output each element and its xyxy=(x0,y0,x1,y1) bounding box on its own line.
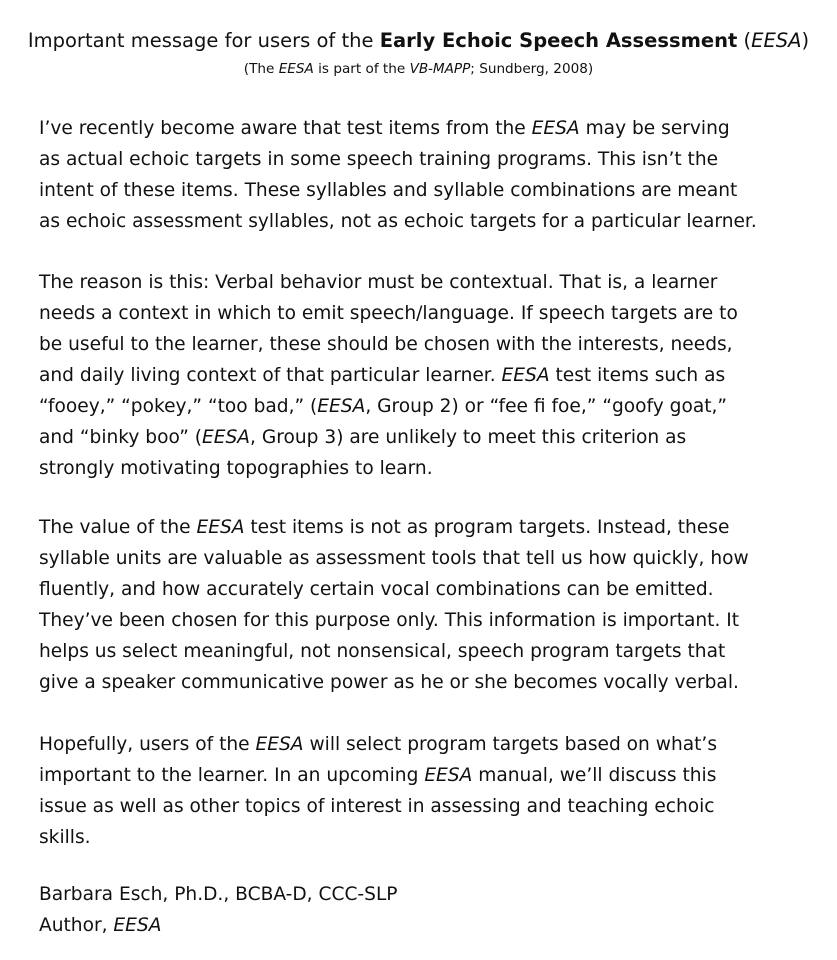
paragraph-line xyxy=(39,760,829,791)
eesa-italic: EESA xyxy=(113,915,162,936)
text-run: Author, xyxy=(39,915,114,936)
paragraph-line: be useful to the learner, these should be chosen with the interests, needs, xyxy=(39,334,733,355)
paragraph-line xyxy=(39,391,829,422)
text-run: important to the learner. In an upcoming xyxy=(39,765,425,786)
signature-name: Barbara Esch, Ph.D., BCBA-D, CCC-SLP xyxy=(39,884,398,905)
text-run: Hopefully, users of the xyxy=(39,734,256,755)
paragraph-4 xyxy=(39,729,829,853)
eesa-italic: EESA xyxy=(531,118,580,139)
paragraph-line xyxy=(39,422,829,453)
title-abbreviation: EESA xyxy=(751,29,802,52)
paragraph-line: The reason is this: Verbal behavior must be contextual. That is, a learner xyxy=(39,272,718,293)
title-assessment-name: Early Echoic Speech Assessment xyxy=(379,29,738,52)
text-run: may be serving xyxy=(579,118,730,139)
eesa-italic: EESA xyxy=(317,396,366,417)
text-run: and “binky boo” ( xyxy=(39,427,202,448)
text-run: I’ve recently become aware that test items from the xyxy=(39,118,532,139)
paragraph-line: helps us select meaningful, not nonsensical, speech program targets that xyxy=(39,641,726,662)
paragraph-line xyxy=(39,113,829,144)
eesa-italic: EESA xyxy=(424,765,473,786)
paragraph-2 xyxy=(39,267,829,484)
eesa-italic: EESA xyxy=(202,427,251,448)
text-run: , Group 3) are unlikely to meet this criterion as xyxy=(250,427,687,448)
eesa-italic: EESA xyxy=(255,734,304,755)
text-run: test items such as xyxy=(549,365,726,386)
title-open-paren: ( xyxy=(737,29,752,52)
subtitle-vbmapp: VB-MAPP xyxy=(409,61,471,77)
title-prefix: Important message for users of the xyxy=(27,29,380,52)
text-run: and daily living context of that particular learner. xyxy=(39,365,502,386)
text-run: The value of the xyxy=(39,517,197,538)
document-subtitle xyxy=(0,60,837,78)
paragraph-line: skills. xyxy=(39,827,91,848)
eesa-italic: EESA xyxy=(196,517,245,538)
eesa-italic: EESA xyxy=(501,365,550,386)
paragraph-line: issue as well as other topics of interest in assessing and teaching echoic xyxy=(39,796,715,817)
subtitle-middle: is part of the xyxy=(313,61,410,77)
text-run: test items is not as program targets. Instead, these xyxy=(244,517,730,538)
text-run: manual, we’ll discuss this xyxy=(472,765,717,786)
text-run: , Group 2) or “fee fi foe,” “goofy goat,” xyxy=(365,396,728,417)
paragraph-line xyxy=(39,360,829,391)
paragraph-line: syllable units are valuable as assessment tools that tell us how quickly, how xyxy=(39,548,749,569)
paragraph-line: fluently, and how accurately certain vocal combinations can be emitted. xyxy=(39,579,714,600)
signature-block xyxy=(39,879,829,941)
document-title xyxy=(0,28,837,54)
paragraph-line: intent of these items. These syllables and syllable combinations are meant xyxy=(39,180,738,201)
subtitle-prefix: (The xyxy=(243,61,279,77)
paragraph-line: as echoic assessment syllables, not as echoic targets for a particular learner. xyxy=(39,211,757,232)
paragraph-line: They’ve been chosen for this purpose only. This information is important. It xyxy=(39,610,740,631)
paragraph-3 xyxy=(39,512,829,698)
paragraph-line xyxy=(39,512,829,543)
paragraph-line: strongly motivating topographies to learn. xyxy=(39,458,433,479)
subtitle-eesa: EESA xyxy=(278,61,314,77)
paragraph-line: give a speaker communicative power as he or she becomes vocally verbal. xyxy=(39,672,739,693)
text-run: will select program targets based on what’s xyxy=(303,734,718,755)
signature-role xyxy=(39,910,829,941)
title-close-paren: ) xyxy=(801,29,810,52)
text-run: “fooey,” “pokey,” “too bad,” ( xyxy=(39,396,318,417)
paragraph-1 xyxy=(39,113,829,237)
paragraph-line xyxy=(39,729,829,760)
paragraph-line: as actual echoic targets in some speech training programs. This isn’t the xyxy=(39,149,719,170)
paragraph-line: needs a context in which to emit speech/language. If speech targets are to xyxy=(39,303,738,324)
subtitle-citation: ; Sundberg, 2008) xyxy=(470,61,594,77)
